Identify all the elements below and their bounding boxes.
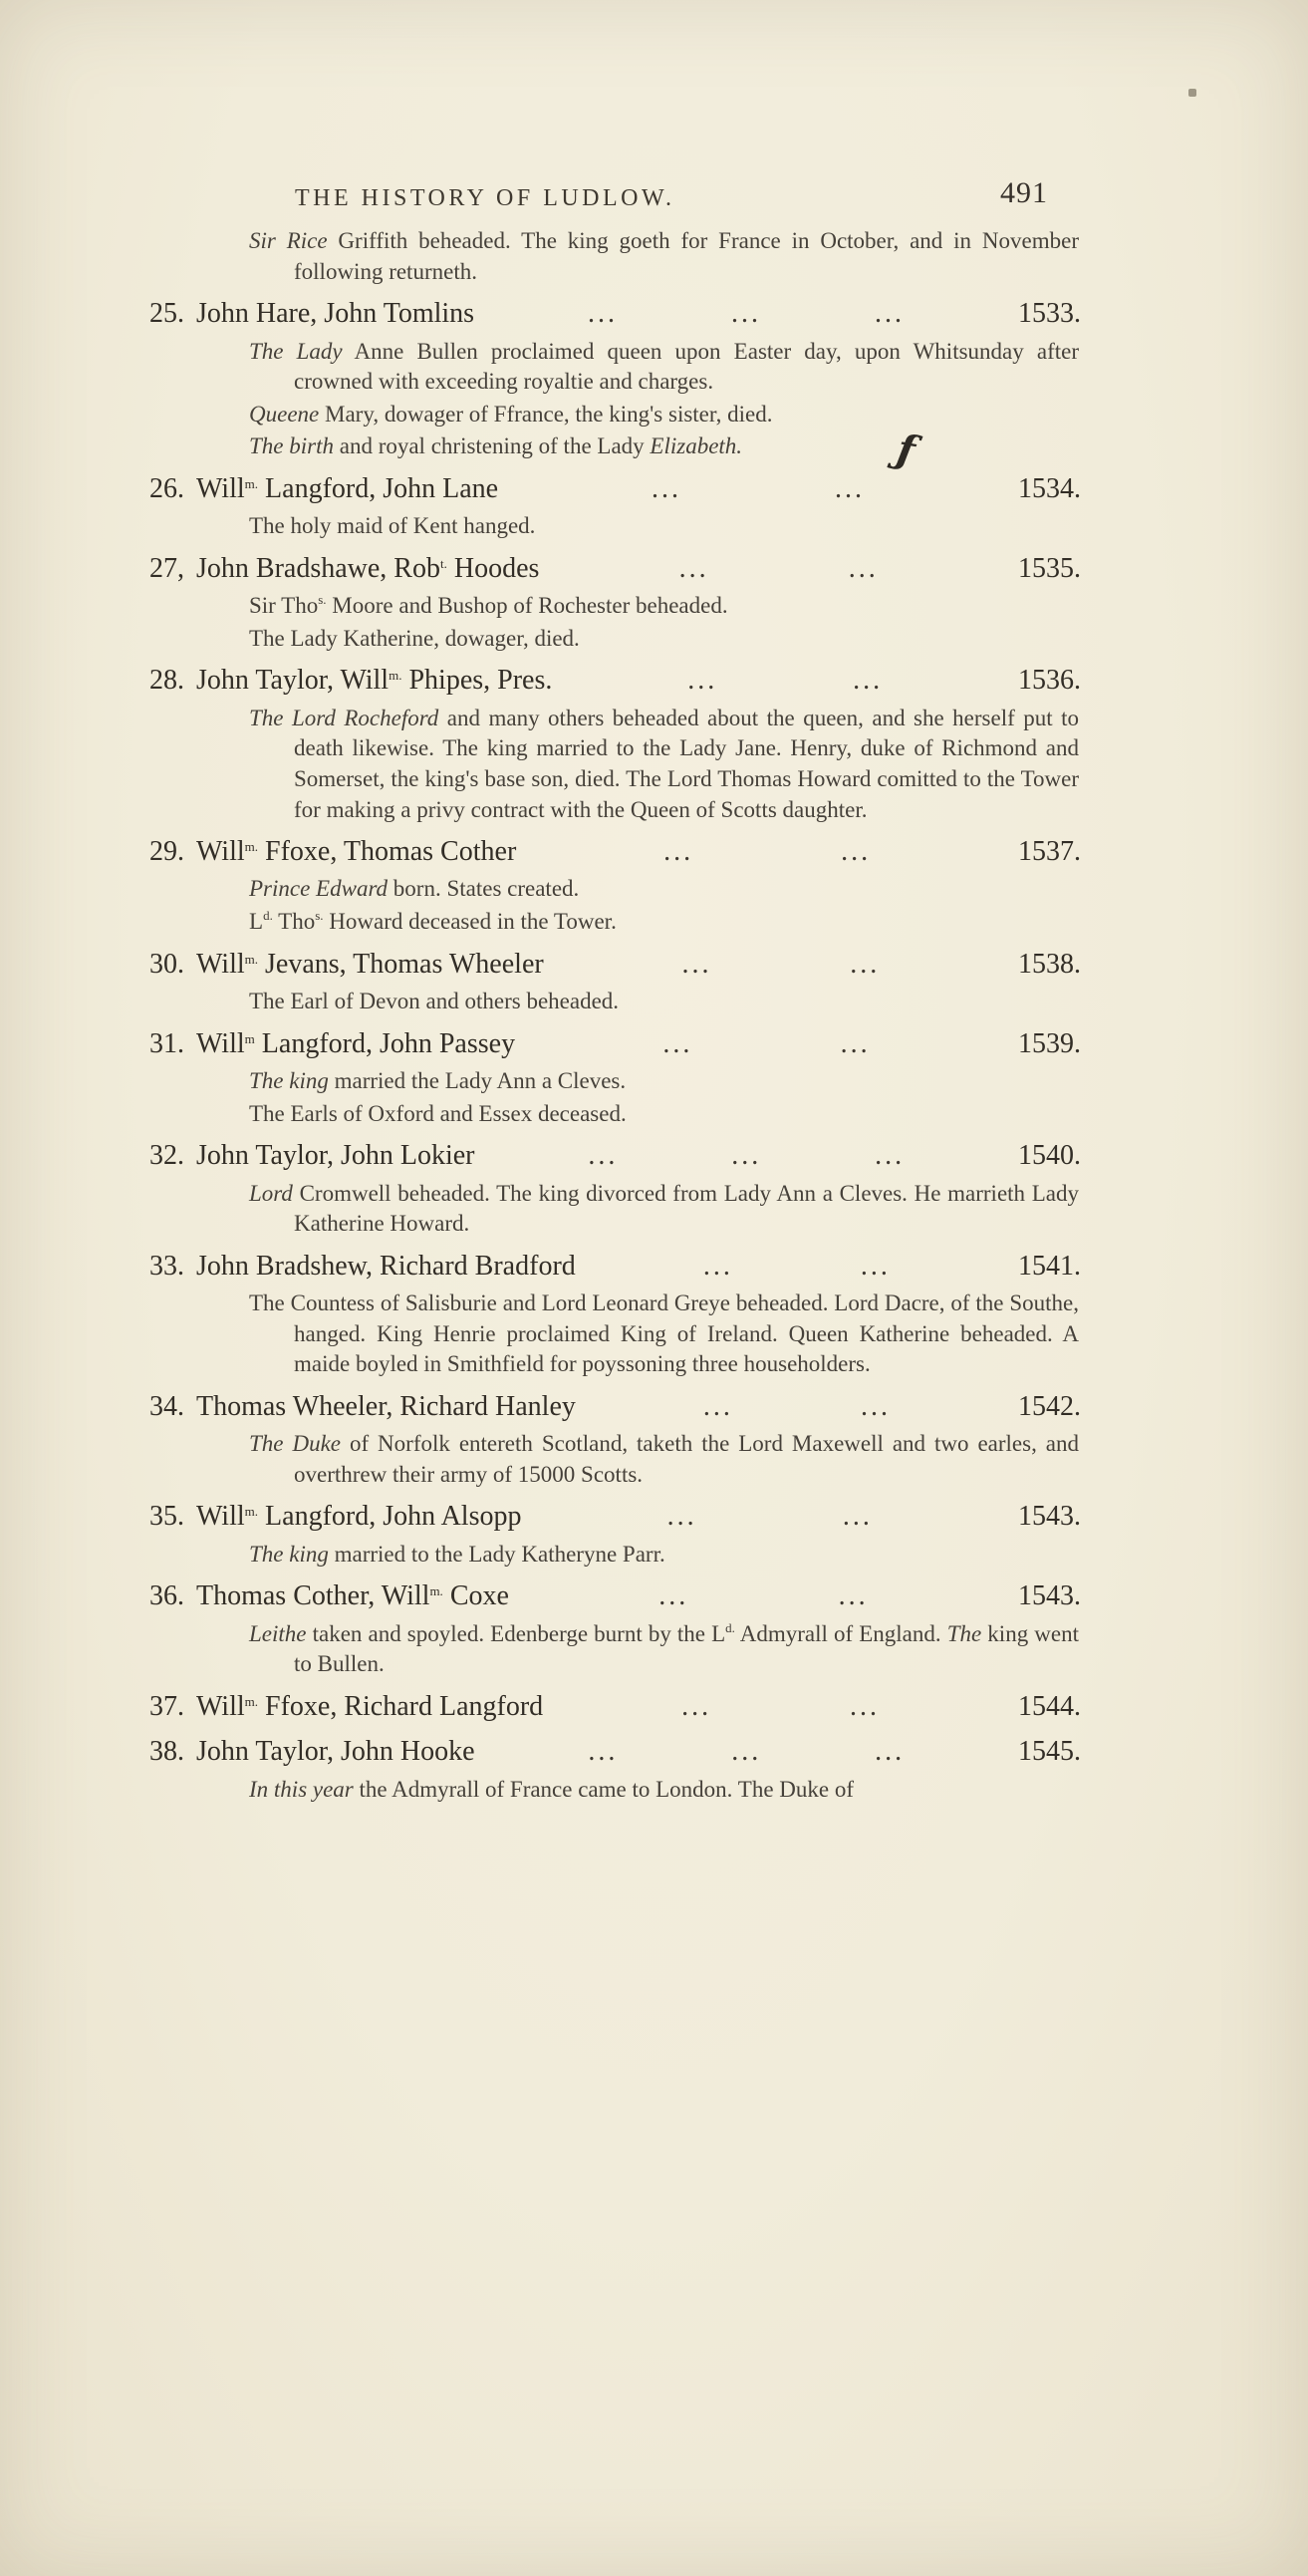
text-run: The holy maid of Kent hanged. [249,513,536,539]
dot-group: ... [874,298,905,330]
text-run: Sir Tho [249,593,319,619]
text-run: Will [196,1501,245,1533]
superscript: m. [244,951,259,967]
page-content [149,225,1081,1807]
entry-note [249,1179,1079,1240]
text-run: The birth [249,433,334,459]
entry-note [249,1099,1079,1130]
page-number: 491 [1000,176,1048,209]
entry-year: 1540. [1018,1140,1081,1172]
entry-line [149,471,1081,507]
entry-year: 1534. [1018,472,1081,504]
entry [149,1138,1081,1240]
text-run: The Lord Rocheford [249,705,439,730]
superscript: s. [318,592,327,608]
text-run: The Earl of Devon and others beheaded. [249,989,620,1014]
text-run: The king [249,1541,329,1567]
entry-line [149,1389,1081,1425]
entry-year: 1539. [1018,1027,1081,1059]
text-run: Lord [249,1180,293,1206]
text-run: John Taylor, Will [196,665,390,697]
bailiff-names [196,1249,576,1285]
text-run: the Admyrall of France came to London. The Duke of [353,1776,855,1802]
text-run: Leithe [249,1620,307,1646]
text-run: Queene [249,401,320,427]
text-run: Will [196,948,245,980]
dot-group: ... [681,948,712,980]
entry-number: 25. [149,298,184,330]
text-run: Prince Edward [249,876,389,902]
superscript: m. [244,1504,259,1520]
paper-speck [1188,89,1196,97]
entry-number: 38. [149,1736,184,1768]
dot-group: ... [848,552,879,584]
text-run: The king [249,1067,329,1093]
entry-number: 36. [149,1580,184,1612]
entry-year: 1533. [1018,298,1081,330]
text-run: Ffoxe, Thomas Cother [258,836,517,868]
text-run: married the Lady Ann a Cleves. [328,1067,627,1093]
text-run: married to the Lady Katheryne Parr. [328,1541,665,1567]
entry-number: 30. [149,948,184,980]
dot-leader [539,551,1018,587]
text-run: Langford, John Passey [254,1027,516,1059]
entry-year: 1541. [1018,1250,1081,1282]
entry [149,1499,1081,1570]
entry-note [249,987,1079,1017]
entry [149,1689,1081,1725]
dot-group: ... [853,665,884,697]
bailiff-names [196,296,474,332]
dot-group: ... [666,1501,697,1533]
text-run: Phipes, Pres. [401,665,553,697]
dot-group: ... [702,1250,733,1282]
text-run: Coxe [442,1580,509,1612]
dot-group: ... [841,836,872,868]
text-run: Moore and Bushop of Rochester beheaded. [326,593,728,619]
entry-number: 27, [149,552,184,584]
bailiff-names [196,1389,576,1425]
dot-group: ... [838,1580,869,1612]
bailiff-names [196,1734,475,1770]
dot-group: ... [731,1736,762,1768]
entry-note [249,591,1079,622]
text-run: Will [196,1027,245,1059]
entry [149,1249,1081,1380]
entry [149,551,1081,655]
bailiff-names [196,551,539,587]
entry-number: 32. [149,1140,184,1172]
dot-leader [544,947,1018,983]
entry-year: 1543. [1018,1580,1081,1612]
text-run: Langford, John Lane [258,472,499,504]
text-run: of Norfolk entereth Scotland, taketh the Lord Maxewell and two earles, and overthrew their army of 15000 Scotts. [294,1431,1079,1487]
entry-note [249,1775,1079,1806]
text-run: Elizabeth. [650,433,743,459]
entry-note [249,907,1079,938]
entry-year: 1535. [1018,552,1081,584]
entry-note [249,400,1079,430]
dot-group: ... [840,1027,871,1059]
dot-leader [498,471,1018,507]
entry-year: 1542. [1018,1390,1081,1422]
entry-number: 26. [149,472,184,504]
text-run: Tho [272,909,316,935]
dot-group: ... [860,1390,891,1422]
text-run: John Taylor, John Lokier [196,1140,475,1172]
superscript: m [244,1030,255,1046]
entry-number: 37. [149,1690,184,1722]
entry [149,471,1081,542]
entry-line [149,296,1081,332]
entry-line [149,1026,1081,1062]
entry-note [249,1066,1079,1097]
bailiff-names [196,1138,474,1174]
text-run: Sir Rice [249,228,328,253]
entry-year: 1537. [1018,836,1081,868]
bailiff-names [196,1499,521,1535]
dot-leader [552,663,1018,699]
dot-group: ... [663,836,694,868]
text-run: Jevans, Thomas Wheeler [258,948,544,980]
text-run: Cromwell beheaded. The king divorced from Lady Ann a Cleves. He marrieth Lady Katherine Howard. [292,1180,1079,1237]
text-run: The Lady Katherine, dowager, died. [249,625,580,651]
dot-group: ... [850,1690,881,1722]
dot-group: ... [842,1501,873,1533]
entry-note [249,624,1079,655]
entry-note [249,1288,1079,1380]
entry [149,1578,1081,1680]
text-run: Griffith beheaded. The king goeth for France in October, and in November following returneth. [294,228,1079,284]
dot-leader [543,1689,1018,1725]
dot-group: ... [588,1736,619,1768]
text-run: Will [196,472,245,504]
text-run: L [249,909,264,935]
dot-leader [516,834,1018,870]
intro-note [249,226,1079,287]
superscript: d. [263,908,273,924]
text-run: taken and spoyled. Edenberge burnt by the L [306,1620,726,1646]
entry [149,296,1081,462]
entry-year: 1538. [1018,948,1081,980]
text-run: The Lady [249,338,343,364]
entry-line [149,1734,1081,1770]
text-run: Thomas Cother, Will [196,1580,430,1612]
dot-group: ... [652,472,682,504]
dot-group: ... [860,1250,891,1282]
entry-year: 1543. [1018,1501,1081,1533]
entry [149,1734,1081,1805]
text-run: and royal christening of the Lady [333,433,651,459]
superscript: m. [244,1693,259,1709]
text-run: John Bradshawe, Rob [196,552,440,584]
entry-line [149,1249,1081,1285]
dot-leader [474,1138,1018,1174]
dot-leader [475,1734,1019,1770]
entry-line [149,834,1081,870]
text-run: Ffoxe, Richard Langford [258,1690,544,1722]
text-run: Anne Bullen proclaimed queen upon Easter day, upon Whitsunday after crowned with exceeding royaltie and charges. [294,338,1080,395]
entry-number: 35. [149,1501,184,1533]
dot-leader [509,1578,1018,1614]
entry-line [149,663,1081,699]
dot-group: ... [687,665,718,697]
entry-line [149,551,1081,587]
text-run: Hoodes [446,552,540,584]
dot-group: ... [658,1580,689,1612]
entry-note [249,874,1079,905]
text-run: Thomas Wheeler, Richard Hanley [196,1390,576,1422]
entry-year: 1536. [1018,665,1081,697]
text-run: The [946,1620,982,1646]
text-run: Admyrall of England. [734,1620,947,1646]
dot-leader [521,1499,1018,1535]
text-run: Mary, dowager of Ffrance, the king's sister, died. [319,401,773,427]
dot-group: ... [875,1736,906,1768]
text-run: John Bradshew, Richard Bradford [196,1250,576,1282]
entry-line [149,1689,1081,1725]
entry-note [249,1619,1079,1680]
entries-list [149,296,1081,1805]
dot-group: ... [731,1140,762,1172]
text-run: Howard deceased in the Tower. [323,909,617,935]
text-run: Will [196,836,245,868]
entry [149,834,1081,938]
bailiff-names [196,663,552,699]
dot-group: ... [702,1390,733,1422]
superscript: m. [244,839,259,855]
dot-leader [515,1026,1018,1062]
entry-year: 1545. [1018,1736,1081,1768]
bailiff-names [196,1026,515,1062]
text-run: The Countess of Salisburie and Lord Leonard Greye beheaded. Lord Dacre, of the Southe, hanged. King Henrie proclaimed King of Ireland. Queen Katherine beheaded. A maide boyled in Smithfield for poyssoning three householders. [249,1290,1079,1377]
dot-leader [576,1389,1018,1425]
entry-line [149,1138,1081,1174]
running-title: THE HISTORY OF LUDLOW. [295,185,675,211]
entry-number: 29. [149,836,184,868]
dot-group: ... [850,948,881,980]
bailiff-names [196,947,544,983]
entry-note [249,704,1079,825]
text-run: Langford, John Alsopp [258,1501,522,1533]
text-run: The Duke [249,1431,341,1457]
dot-leader [474,296,1018,332]
dot-leader [576,1249,1018,1285]
text-run: and many others beheaded about the queen, and she herself put to death likewise. The king married to the Lady Jane. Henry, duke of Richmond and Somerset, the king's base son, died. The Lord Thomas Howard comitted to the Tower for making a privy contract with the Queen of Scotts daughter. [294,705,1079,822]
entry-line [149,1578,1081,1614]
entry-note [249,431,1079,462]
entry [149,1389,1081,1491]
bailiff-names [196,471,498,507]
text-run: The Earls of Oxford and Essex deceased. [249,1100,627,1126]
superscript: m. [389,668,402,684]
entry-number: 31. [149,1027,184,1059]
entry-note [249,511,1079,542]
dot-group: ... [588,1140,619,1172]
text-run: born. States created. [388,876,580,902]
entry [149,947,1081,1017]
dot-group: ... [681,1690,712,1722]
text-run: John Hare, John Tomlins [196,298,475,330]
entry [149,663,1081,825]
entry-note [249,1429,1079,1490]
dot-group: ... [731,298,762,330]
entry-year: 1544. [1018,1690,1081,1722]
text-run: king went to Bullen. [294,1620,1079,1677]
bailiff-names [196,834,516,870]
entry-number: 33. [149,1250,184,1282]
superscript: m. [429,1583,443,1599]
entry-note [249,1540,1079,1571]
dot-group: ... [662,1027,693,1059]
handwritten-margin-mark: ƒ [894,425,919,475]
entry-note [249,337,1080,398]
dot-group: ... [588,298,619,330]
text-run: In this year [249,1776,354,1802]
superscript: s. [315,908,324,924]
dot-group: ... [835,472,866,504]
bailiff-names [196,1578,509,1614]
text-run: Will [196,1690,245,1722]
bailiff-names [196,1689,543,1725]
dot-group: ... [875,1140,906,1172]
entry-number: 28. [149,665,184,697]
entry-line [149,947,1081,983]
entry-line [149,1499,1081,1535]
superscript: m. [244,475,259,491]
dot-group: ... [678,552,709,584]
superscript: d. [725,1619,735,1635]
superscript: t. [439,555,447,571]
entry-number: 34. [149,1390,184,1422]
entry [149,1026,1081,1130]
text-run: John Taylor, John Hooke [196,1736,475,1768]
